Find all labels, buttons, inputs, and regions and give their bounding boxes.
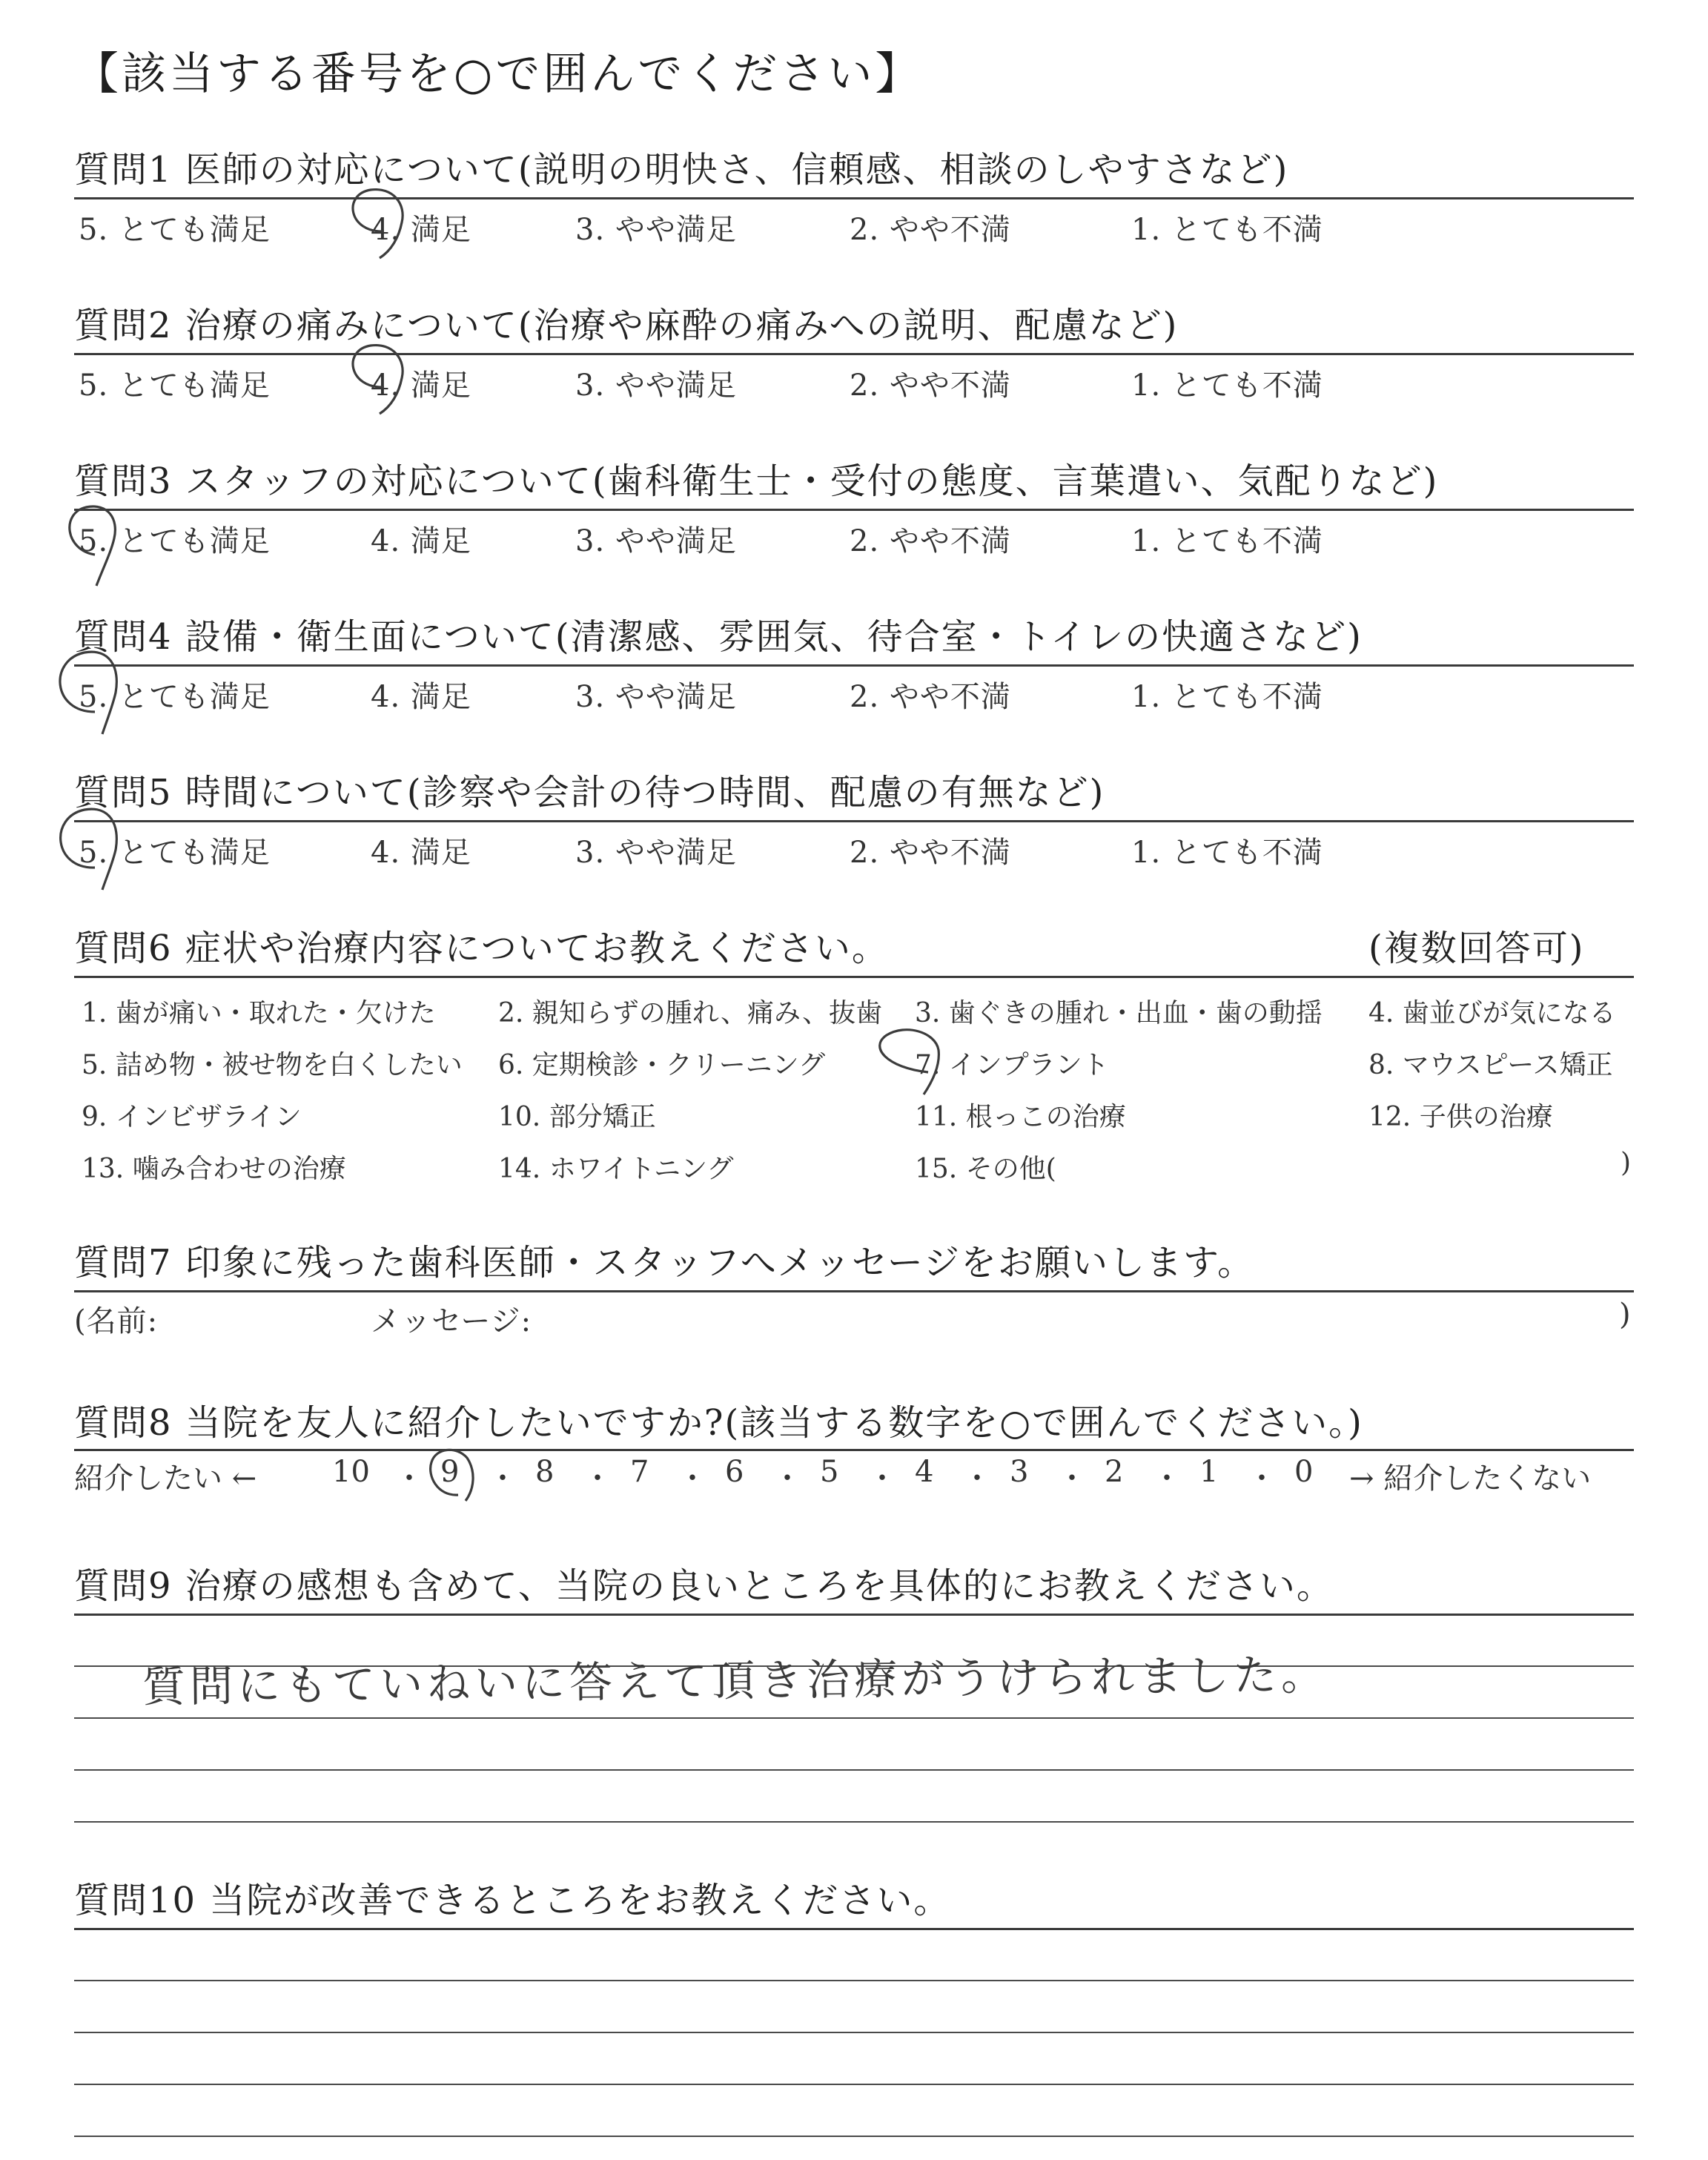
q6-option-11[interactable]: 11. 根っこの治療 <box>915 1102 1126 1132</box>
q3-option-2[interactable]: 2. やや不満 <box>850 524 1011 558</box>
q5-option-4[interactable]: 4. 満足 <box>371 836 471 870</box>
q4-title: 質問4 設備・衛生面について(清潔感、雰囲気、待合室・トイレの快適さなど) <box>74 616 1363 658</box>
q1-option-3[interactable]: 3. やや満足 <box>575 213 737 247</box>
q9-handwritten-answer[interactable]: 質問にもていねいに答えて頂き治療がうけられました。 <box>142 1649 1329 1712</box>
q2-option-4[interactable]: 4. 満足 <box>371 369 471 403</box>
q6-option-10[interactable]: 10. 部分矯正 <box>498 1102 656 1132</box>
q9-rule <box>74 1614 1634 1616</box>
q8-sep: ・ <box>1247 1462 1277 1496</box>
q10-answer-line <box>74 2136 1634 2137</box>
q6-option-3[interactable]: 3. 歯ぐきの腫れ・出血・歯の動揺 <box>915 998 1323 1028</box>
q7-name-label: (名前: <box>74 1304 159 1338</box>
q8-sep: ・ <box>488 1462 517 1496</box>
q8-score-8[interactable]: 8 <box>535 1455 555 1489</box>
q8-title: 質問8 当院を友人に紹介したいですか?(該当する数字を○で囲んでください。) <box>74 1402 1363 1444</box>
q6-option-14[interactable]: 14. ホワイトニング <box>498 1154 734 1184</box>
q6-multiple-note: (複数回答可) <box>1368 928 1585 969</box>
q3-rule <box>74 509 1634 511</box>
q10-answer-line <box>74 2032 1634 2033</box>
q8-sep: ・ <box>583 1462 612 1496</box>
q8-left-label: 紹介したい ← <box>74 1462 257 1496</box>
q6-option-13[interactable]: 13. 噛み合わせの治療 <box>82 1154 346 1184</box>
q6-option-4[interactable]: 4. 歯並びが気になる <box>1368 998 1616 1028</box>
q1-rule <box>74 197 1634 199</box>
q5-option-2[interactable]: 2. やや不満 <box>850 836 1011 870</box>
q5-option-5[interactable]: 5. とても満足 <box>79 836 271 870</box>
q2-option-2[interactable]: 2. やや不満 <box>850 369 1011 403</box>
q8-sep: ・ <box>867 1462 897 1496</box>
q8-score-2[interactable]: 2 <box>1105 1455 1124 1489</box>
q9-answer-line <box>74 1821 1634 1823</box>
q6-option-1[interactable]: 1. 歯が痛い・取れた・欠けた <box>82 998 436 1028</box>
q8-rule <box>74 1449 1634 1451</box>
q2-rule <box>74 353 1634 355</box>
q8-sep: ・ <box>678 1462 707 1496</box>
q7-title: 質問7 印象に残った歯科医師・スタッフへメッセージをお願いします。 <box>74 1242 1255 1284</box>
q8-sep: ・ <box>1152 1462 1182 1496</box>
q6-other-close-paren: ) <box>1621 1148 1632 1178</box>
q7-rule <box>74 1290 1634 1292</box>
q8-score-4[interactable]: 4 <box>915 1455 934 1489</box>
q6-rule <box>74 976 1634 978</box>
q8-score-1[interactable]: 1 <box>1199 1455 1219 1489</box>
q6-option-2[interactable]: 2. 親知らずの腫れ、痛み、抜歯 <box>498 998 883 1028</box>
q4-option-4[interactable]: 4. 満足 <box>371 680 471 714</box>
q1-option-1[interactable]: 1. とても不満 <box>1131 213 1323 247</box>
q9-title: 質問9 治療の感想も含めて、当院の良いところを具体的にお教えください。 <box>74 1565 1334 1607</box>
page-title: 【該当する番号を○で囲んでください】 <box>74 48 923 100</box>
q10-answer-line <box>74 1980 1634 1981</box>
q8-score-6[interactable]: 6 <box>725 1455 744 1489</box>
q5-title: 質問5 時間について(診察や会計の待つ時間、配慮の有無など) <box>74 772 1105 813</box>
q8-score-3[interactable]: 3 <box>1010 1455 1029 1489</box>
q4-option-5[interactable]: 5. とても満足 <box>79 680 271 714</box>
q7-close-paren: ) <box>1619 1298 1632 1332</box>
q8-score-0[interactable]: 0 <box>1294 1455 1314 1489</box>
q7-message-label: メッセージ: <box>371 1304 532 1338</box>
q6-title: 質問6 症状や治療内容についてお教えください。 <box>74 928 889 969</box>
q1-option-2[interactable]: 2. やや不満 <box>850 213 1011 247</box>
q3-option-1[interactable]: 1. とても不満 <box>1131 524 1323 558</box>
q8-score-10[interactable]: 10 <box>332 1455 370 1489</box>
q9-answer-line <box>74 1769 1634 1771</box>
q2-option-5[interactable]: 5. とても満足 <box>79 369 271 403</box>
q8-sep: ・ <box>772 1462 802 1496</box>
q6-option-5[interactable]: 5. 詰め物・被せ物を白くしたい <box>82 1050 463 1080</box>
q6-option-7[interactable]: 7. インプラント <box>915 1050 1109 1080</box>
q3-option-4[interactable]: 4. 満足 <box>371 524 471 558</box>
q2-option-3[interactable]: 3. やや満足 <box>575 369 737 403</box>
q8-score-7[interactable]: 7 <box>630 1455 649 1489</box>
q8-score-9[interactable]: 9 <box>440 1455 460 1489</box>
q10-title: 質問10 当院が改善できるところをお教えください。 <box>74 1880 951 1921</box>
q9-answer-line <box>74 1717 1634 1719</box>
q6-option-9[interactable]: 9. インビザライン <box>82 1102 302 1132</box>
q1-option-5[interactable]: 5. とても満足 <box>79 213 271 247</box>
q3-option-5[interactable]: 5. とても満足 <box>79 524 271 558</box>
q2-option-1[interactable]: 1. とても不満 <box>1131 369 1323 403</box>
q4-rule <box>74 664 1634 667</box>
q6-option-12[interactable]: 12. 子供の治療 <box>1368 1102 1553 1132</box>
q4-option-3[interactable]: 3. やや満足 <box>575 680 737 714</box>
q8-sep: ・ <box>962 1462 992 1496</box>
q5-rule <box>74 820 1634 822</box>
q2-title: 質問2 治療の痛みについて(治療や麻酔の痛みへの説明、配慮など) <box>74 305 1179 346</box>
q5-option-3[interactable]: 3. やや満足 <box>575 836 737 870</box>
q6-option-15[interactable]: 15. その他( <box>915 1154 1056 1184</box>
q1-option-4[interactable]: 4. 満足 <box>371 213 471 247</box>
q8-sep: ・ <box>394 1462 424 1496</box>
q3-option-3[interactable]: 3. やや満足 <box>575 524 737 558</box>
q5-option-1[interactable]: 1. とても不満 <box>1131 836 1323 870</box>
q3-title: 質問3 スタッフの対応について(歯科衛生士・受付の態度、言葉遣い、気配りなど) <box>74 460 1439 502</box>
q6-option-8[interactable]: 8. マウスピース矯正 <box>1368 1050 1613 1080</box>
q8-sep: ・ <box>1057 1462 1087 1496</box>
q1-title: 質問1 医師の対応について(説明の明快さ、信頼感、相談のしやすさなど) <box>74 149 1289 191</box>
q10-rule <box>74 1928 1634 1930</box>
q10-answer-line <box>74 2084 1634 2085</box>
q4-option-2[interactable]: 2. やや不満 <box>850 680 1011 714</box>
q8-right-label: → 紹介したくない <box>1349 1462 1592 1496</box>
q6-option-6[interactable]: 6. 定期検診・クリーニング <box>498 1050 826 1080</box>
q8-score-5[interactable]: 5 <box>820 1455 839 1489</box>
q4-option-1[interactable]: 1. とても不満 <box>1131 680 1323 714</box>
